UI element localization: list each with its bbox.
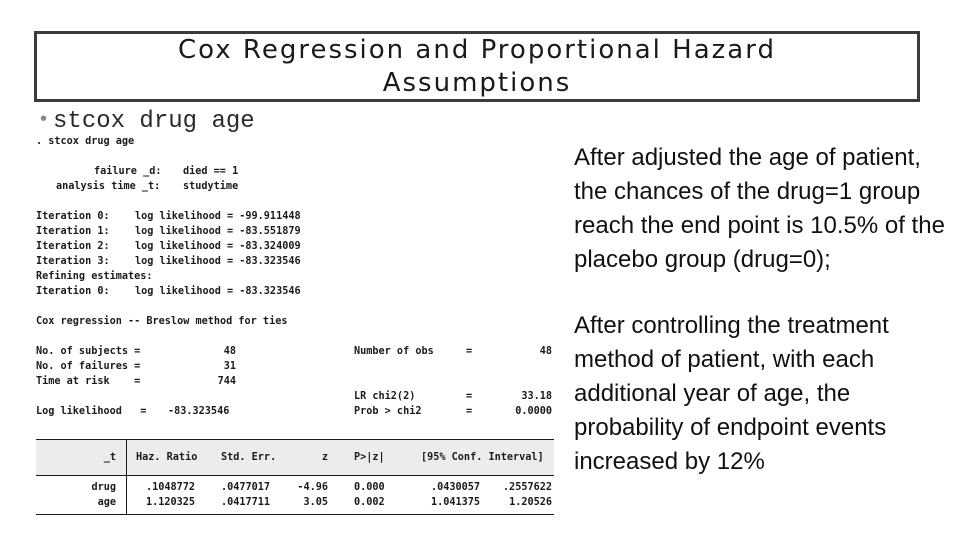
- table-row-ci-high: 1.20526: [509, 497, 552, 508]
- log-likelihood-label: Log likelihood =: [36, 406, 147, 417]
- stat-label: No. of failures =: [36, 361, 141, 372]
- table-row-hr: 1.120325: [146, 497, 196, 508]
- slide-title-line1: Cox Regression and Proportional Hazard: [178, 34, 776, 65]
- stat-eq: =: [466, 406, 473, 417]
- table-row-se: .0477017: [221, 482, 271, 493]
- iteration-loglik: log likelihood = -83.323546: [135, 286, 301, 297]
- refining-estimates: Refining estimates:: [36, 271, 153, 282]
- iteration-label: Iteration 0:: [36, 211, 110, 222]
- table-row-ci-low: .0430057: [431, 482, 481, 493]
- stat-value: 31: [223, 361, 236, 372]
- iteration-loglik: log likelihood = -83.323546: [135, 256, 301, 267]
- table-row-p: 0.000: [354, 482, 385, 493]
- table-header-p: P>|z|: [354, 452, 385, 463]
- stat-value: 744: [217, 376, 236, 387]
- table-divider: [126, 440, 127, 515]
- table-header-ci: [95% Conf. Interval]: [421, 452, 544, 463]
- interpretation-notes: [574, 141, 950, 479]
- table-row-z: -4.96: [297, 482, 328, 493]
- iteration-loglik: log likelihood = -83.551879: [135, 226, 301, 237]
- table-row-ci-low: 1.041375: [431, 497, 481, 508]
- table-header-z: z: [321, 452, 328, 463]
- iteration-loglik: log likelihood = -83.324009: [135, 241, 301, 252]
- stat-eq: =: [466, 391, 473, 402]
- table-row-p: 0.002: [354, 497, 385, 508]
- stat-value: 48: [223, 346, 236, 357]
- stat-label: Time at risk =: [36, 376, 141, 387]
- iteration-label: Iteration 1:: [36, 226, 110, 237]
- stata-output: [36, 135, 554, 525]
- iteration-label: Iteration 0:: [36, 286, 110, 297]
- analysis-time-label: analysis time _t:: [56, 181, 161, 192]
- slide-title: [34, 31, 920, 102]
- stat-label: No. of subjects =: [36, 346, 141, 357]
- table-row-var: drug: [91, 482, 116, 493]
- slide-title-line2: Assumptions: [382, 67, 572, 98]
- analysis-time-value: studytime: [183, 181, 239, 192]
- table-row-var: age: [97, 497, 116, 508]
- table-header-hr: Haz. Ratio: [136, 452, 198, 463]
- iteration-label: Iteration 3:: [36, 256, 110, 267]
- stat-eq: =: [466, 346, 473, 357]
- stat-label: Prob > chi2: [354, 406, 422, 417]
- command-bullet: [40, 108, 255, 135]
- stat-label: LR chi2(2): [354, 391, 416, 402]
- stat-label: Number of obs: [354, 346, 434, 357]
- table-row-ci-high: .2557622: [502, 482, 552, 493]
- table-rule-mid: [36, 475, 554, 476]
- stata-command-echo: . stcox drug age: [36, 136, 135, 147]
- stat-value: 48: [539, 346, 552, 357]
- table-row-hr: .1048772: [146, 482, 196, 493]
- note-drug-effect: After adjusted the age of patient, the chances of the drug=1 group reach the end point is 10.5% of the placebo group (drug=0);: [574, 144, 945, 273]
- bullet-dot-icon: •: [40, 108, 48, 130]
- table-header-var: _t: [103, 452, 116, 463]
- iteration-label: Iteration 2:: [36, 241, 110, 252]
- log-likelihood-value: -83.323546: [168, 406, 230, 417]
- iteration-loglik: log likelihood = -99.911448: [135, 211, 301, 222]
- bullet-command-text: stcox drug age: [53, 108, 255, 135]
- table-row-se: .0417711: [221, 497, 271, 508]
- table-header-se: Std. Err.: [221, 452, 277, 463]
- model-description: Cox regression -- Breslow method for ties: [36, 316, 288, 327]
- failure-label: failure _d:: [94, 166, 162, 177]
- table-row-z: 3.05: [303, 497, 328, 508]
- stat-value: 0.0000: [515, 406, 552, 417]
- stat-value: 33.18: [521, 391, 552, 402]
- failure-value: died == 1: [183, 166, 239, 177]
- note-age-effect: After controlling the treatment method of patient, with each additional year of age, the probability of endpoint events increased by 12%: [574, 312, 889, 475]
- table-rule-bottom: [36, 514, 554, 515]
